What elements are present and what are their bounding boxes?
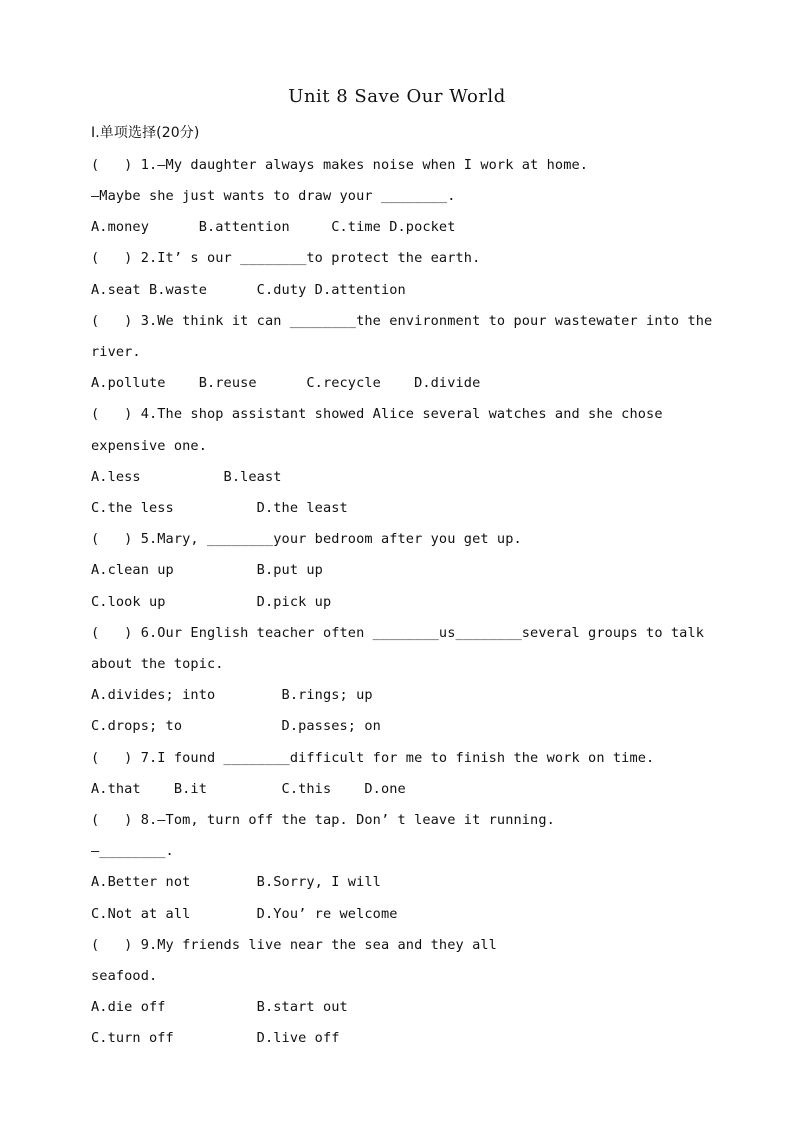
question-6-options-cd: C.drops; to D.passes; on [91, 718, 381, 734]
question-7-options: A.that B.it C.this D.one [91, 781, 406, 797]
question-1-options: A.money B.attention C.time D.pocket [91, 219, 456, 235]
question-6-stem-cont: about the topic. [91, 656, 224, 672]
question-3-stem-cont: river. [91, 344, 141, 360]
page-title: Unit 8 Save Our World [288, 86, 506, 107]
question-5-options-cd: C.look up D.pick up [91, 594, 332, 610]
question-9-options-cd: C.turn off D.live off [91, 1030, 340, 1046]
section-heading: Ⅰ.单项选择(20分) [91, 125, 200, 141]
question-9-stem: ( ) 9.My friends live near the sea and they all [91, 937, 497, 953]
question-5-options-ab: A.clean up B.put up [91, 562, 323, 578]
question-3-stem: ( ) 3.We think it can ________the environment to pour wastewater into the [91, 313, 713, 329]
question-6-stem: ( ) 6.Our English teacher often ________us________several groups to talk [91, 625, 705, 641]
question-9-stem-cont: seafood. [91, 968, 158, 984]
question-1-stem: ( ) 1.—My daughter always makes noise when I work at home. [91, 157, 589, 173]
question-4-options-ab: A.less B.least [91, 469, 282, 485]
question-8-options-ab: A.Better not B.Sorry, I will [91, 874, 381, 890]
question-2-options: A.seat B.waste C.duty D.attention [91, 282, 406, 298]
question-4-stem: ( ) 4.The shop assistant showed Alice several watches and she chose [91, 406, 663, 422]
question-4-stem-cont: expensive one. [91, 438, 207, 454]
question-8-answer-blank: —________. [91, 843, 174, 859]
question-5-stem: ( ) 5.Mary, ________your bedroom after you get up. [91, 531, 522, 547]
question-4-options-cd: C.the less D.the least [91, 500, 348, 516]
question-1-dialogue: —Maybe she just wants to draw your ________. [91, 188, 456, 204]
question-7-stem: ( ) 7.I found ________difficult for me to finish the work on time. [91, 750, 655, 766]
question-2-stem: ( ) 2.It’ s our ________to protect the earth. [91, 250, 481, 266]
question-8-stem: ( ) 8.—Tom, turn off the tap. Don’ t leave it running. [91, 812, 555, 828]
question-6-options-ab: A.divides; into B.rings; up [91, 687, 373, 703]
question-9-options-ab: A.die off B.start out [91, 999, 348, 1015]
question-3-options: A.pollute B.reuse C.recycle D.divide [91, 375, 481, 391]
question-8-options-cd: C.Not at all D.You’ re welcome [91, 906, 398, 922]
